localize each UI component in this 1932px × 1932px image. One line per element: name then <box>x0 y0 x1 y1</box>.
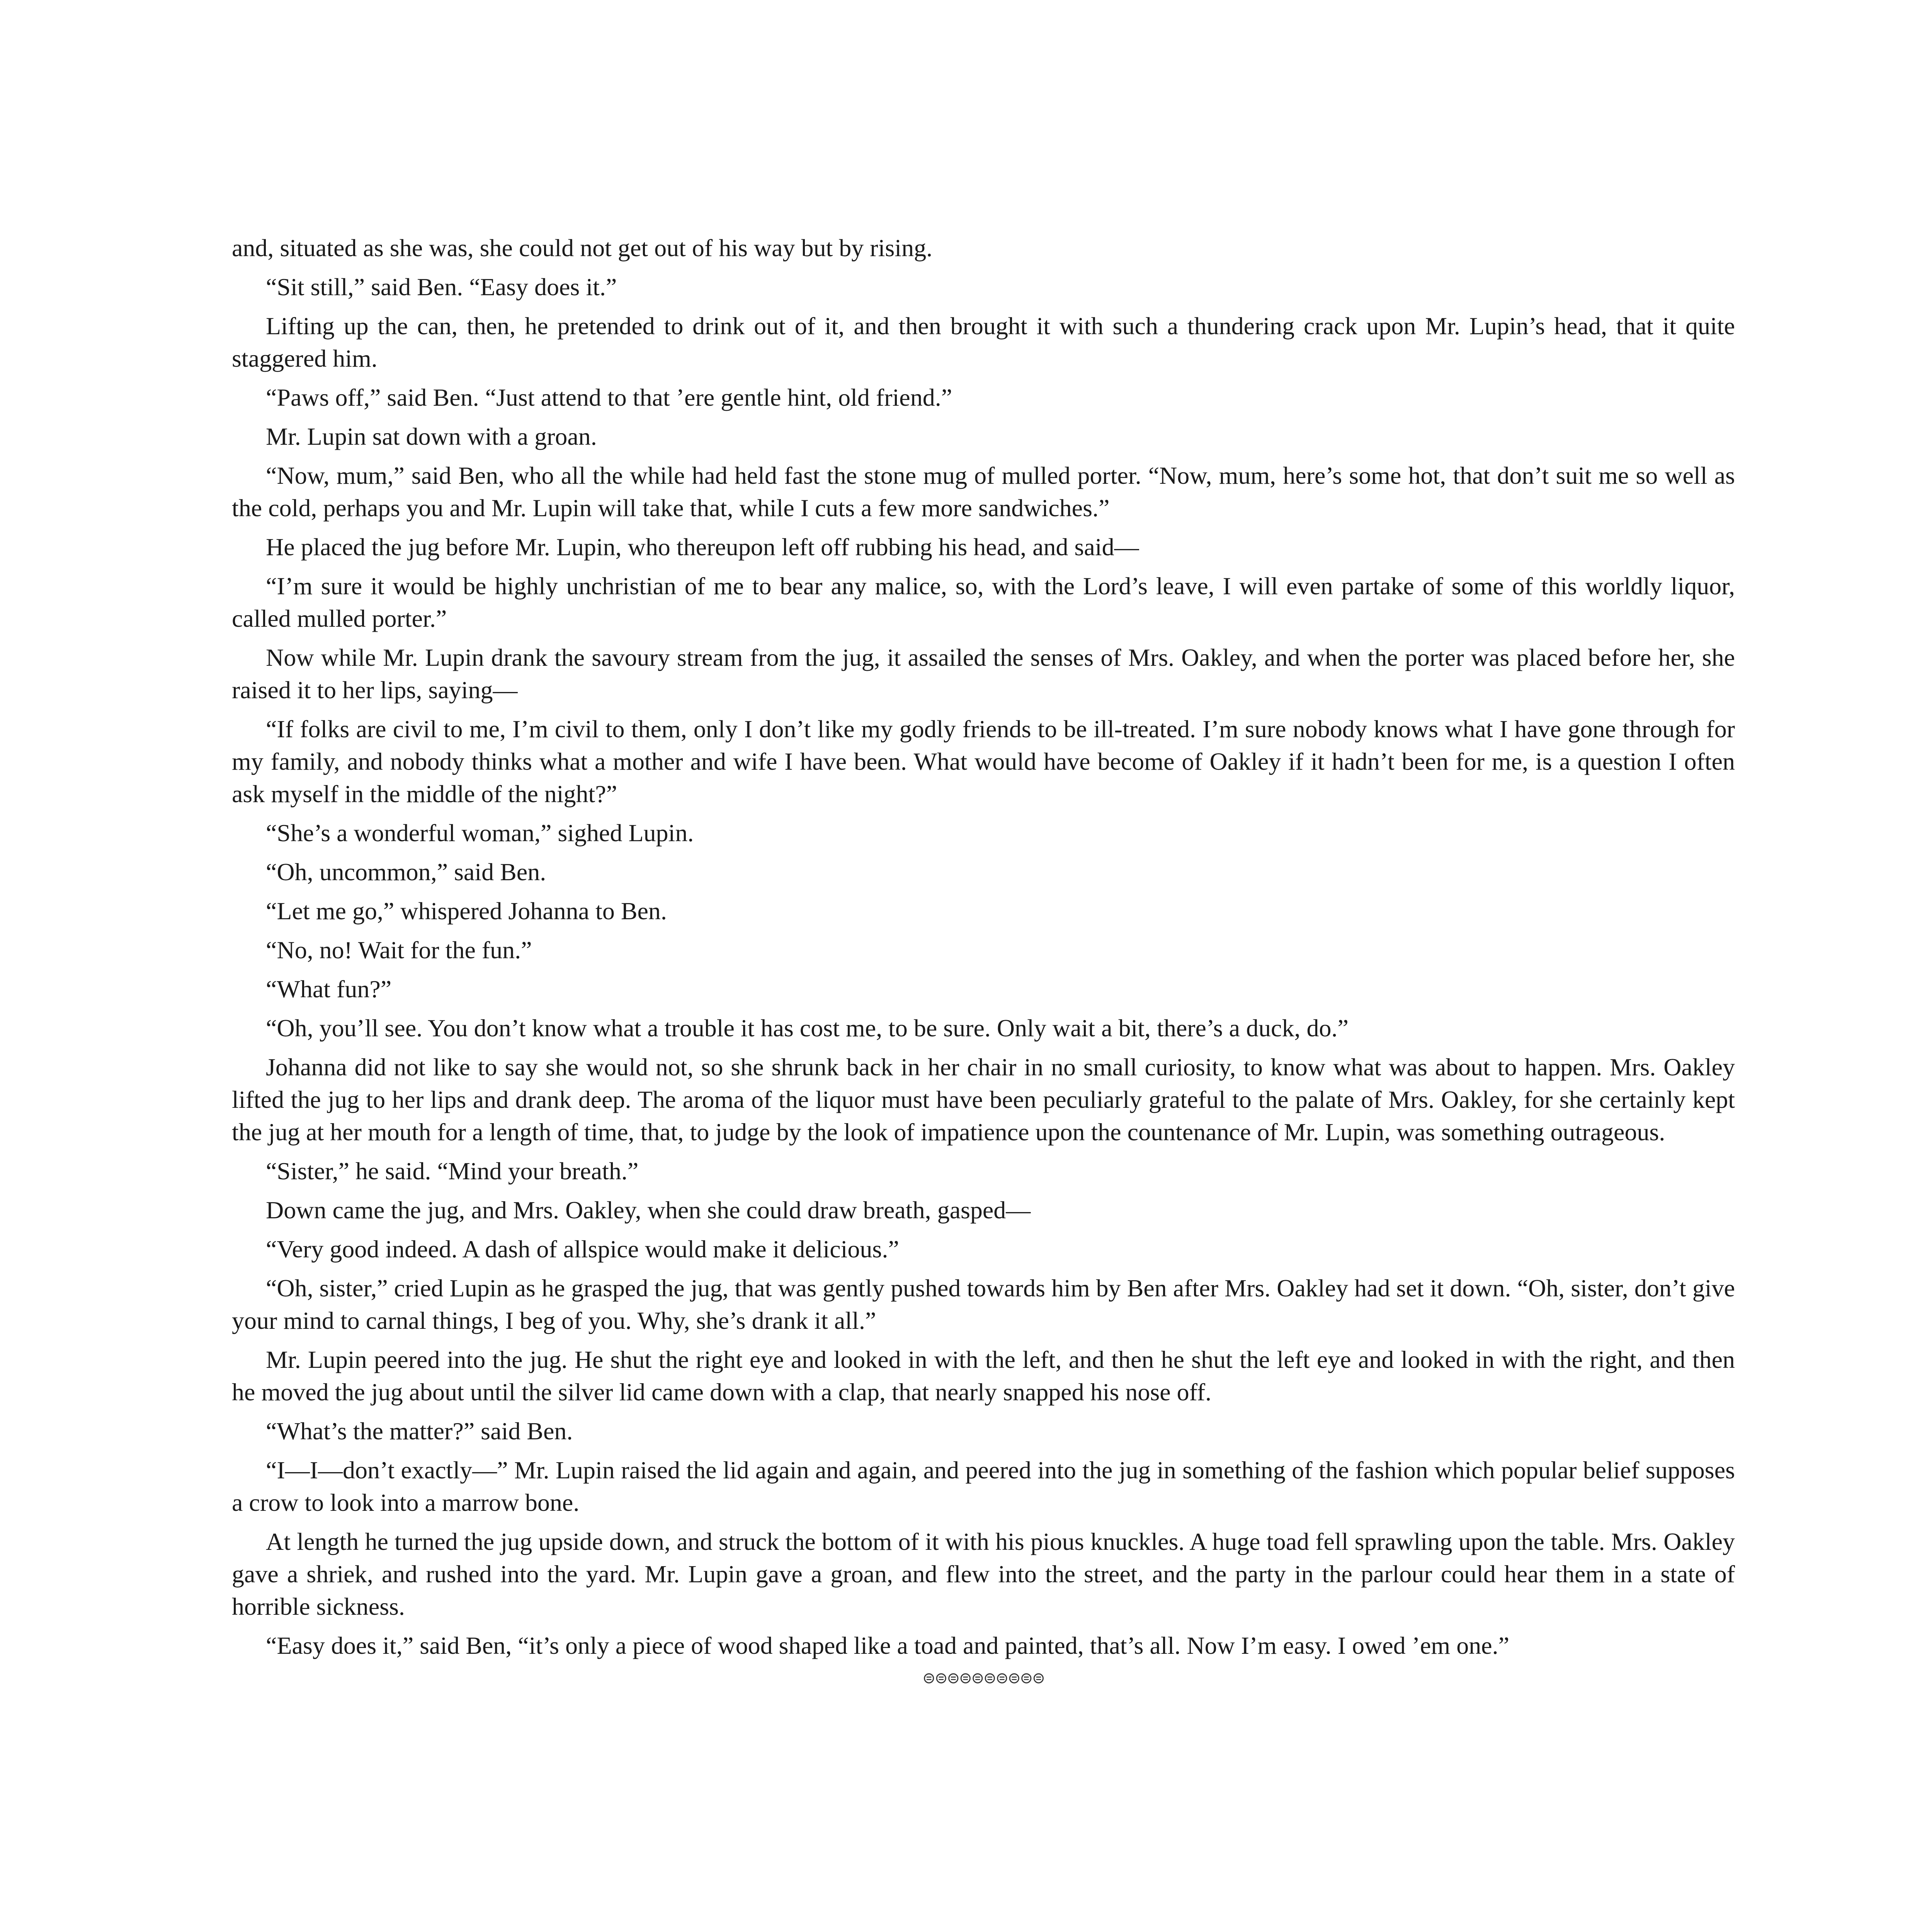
paragraph: “I’m sure it would be highly unchristian of me to bear any malice, so, with the Lord’s leave, I will even partake of some of this worldly liquor, called mulled porter.” <box>232 572 1735 632</box>
paragraph: “Let me go,” whispered Johanna to Ben. <box>266 897 667 925</box>
paragraph: “Easy does it,” said Ben, “it’s only a piece of wood shaped like a toad and painted, that’s all. Now I’m easy. I owed ’em one.” <box>266 1632 1509 1659</box>
paragraph: “Sister,” he said. “Mind your breath.” <box>266 1157 639 1185</box>
paragraph: Down came the jug, and Mrs. Oakley, when she could draw breath, gasped— <box>266 1196 1031 1224</box>
paragraph: “What fun?” <box>266 975 392 1003</box>
paragraph: “Very good indeed. A dash of allspice would make it delicious.” <box>266 1235 899 1263</box>
paragraph: “Now, mum,” said Ben, who all the while had held fast the stone mug of mulled porter. “Now, mum, here’s some hot, that don’t suit me so well as the cold, perhaps you and Mr. Lupin will take that, while I cuts a few more sandwiches.” <box>232 462 1735 522</box>
page-text <box>232 232 1735 1688</box>
paragraph: Mr. Lupin peered into the jug. He shut the right eye and looked in with the left, and then he shut the left eye and looked in with the right, and then he moved the jug about until the silver lid came down with a clap, that nearly snapped his nose off. <box>232 1346 1735 1406</box>
paragraph: “Sit still,” said Ben. “Easy does it.” <box>266 273 617 301</box>
paragraph: “If folks are civil to me, I’m civil to them, only I don’t like my godly friends to be ill-treated. I’m sure nobody knows what I have gone through for my family, and nobody thinks what a mother and wife I have been. What would have become of Oakley if it hadn’t been for me, is a question I often ask myself in the middle of the night?” <box>232 715 1735 808</box>
paragraph: “Paws off,” said Ben. “Just attend to that ’ere gentle hint, old friend.” <box>266 384 952 411</box>
paragraph: “She’s a wonderful woman,” sighed Lupin. <box>266 819 694 847</box>
paragraph: “Oh, you’ll see. You don’t know what a trouble it has cost me, to be sure. Only wait a bit, there’s a duck, do.” <box>266 1014 1349 1042</box>
paragraph: “No, no! Wait for the fun.” <box>266 936 532 964</box>
paragraph: “What’s the matter?” said Ben. <box>266 1417 573 1445</box>
section-end-ornament: ⊜⊜⊜⊜⊜⊜⊜⊜⊜⊜ <box>922 1669 1044 1687</box>
paragraph: Mr. Lupin sat down with a groan. <box>266 423 597 450</box>
paragraph: “I—I—don’t exactly—” Mr. Lupin raised the lid again and again, and peered into the jug in something of the fashion which popular belief supposes a crow to look into a marrow bone. <box>232 1456 1735 1516</box>
paragraph: Now while Mr. Lupin drank the savoury stream from the jug, it assailed the senses of Mrs. Oakley, and when the porter was placed before her, she raised it to her lips, saying— <box>232 644 1735 704</box>
paragraph: Lifting up the can, then, he pretended to drink out of it, and then brought it with such a thundering crack upon Mr. Lupin’s head, that it quite staggered him. <box>232 312 1735 372</box>
paragraph: Johanna did not like to say she would not, so she shrunk back in her chair in no small curiosity, to know what was about to happen. Mrs. Oakley lifted the jug to her lips and drank deep. The aroma of the liquor must have been peculiarly grateful to the palate of Mrs. Oakley, for she certainly kept the jug at her mouth for a length of time, that, to judge by the look of impatience upon the countenance of Mr. Lupin, was something outrageous. <box>232 1053 1735 1146</box>
paragraph: “Oh, uncommon,” said Ben. <box>266 858 546 886</box>
paragraph: and, situated as she was, she could not get out of his way but by rising. <box>232 234 933 262</box>
paragraph: He placed the jug before Mr. Lupin, who thereupon left off rubbing his head, and said— <box>266 533 1139 561</box>
paragraph: At length he turned the jug upside down, and struck the bottom of it with his pious knuckles. A huge toad fell sprawling upon the table. Mrs. Oakley gave a shriek, and rushed into the yard. Mr. Lupin gave a groan, and flew into the street, and the party in the parlour could hear them in a state of horrible sickness. <box>232 1528 1735 1620</box>
paragraph: “Oh, sister,” cried Lupin as he grasped the jug, that was gently pushed towards him by Ben after Mrs. Oakley had set it down. “Oh, sister, don’t give your mind to carnal things, I beg of you. Why, she’s drank it all.” <box>232 1274 1735 1334</box>
